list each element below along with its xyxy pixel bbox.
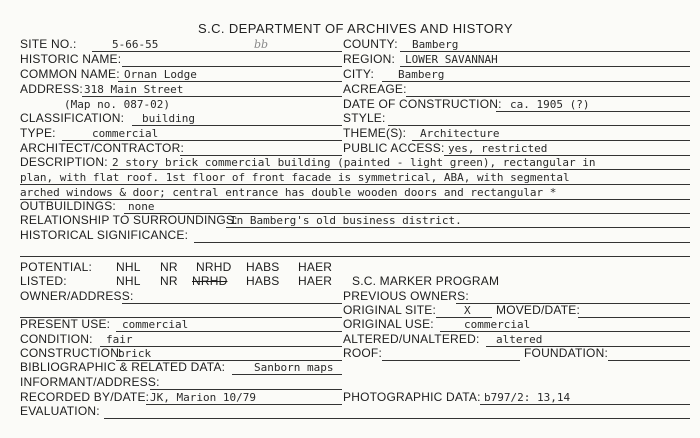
style-label: STYLE: bbox=[343, 111, 386, 125]
listed-habs: HABS bbox=[246, 274, 280, 288]
site-no-label: SITE NO.: bbox=[20, 37, 77, 51]
common-name-label: COMMON NAME: bbox=[20, 67, 120, 81]
owner-address-label: OWNER/ADDRESS: bbox=[20, 289, 134, 303]
description-line-2: plan, with flat roof. 1st floor of front facade is symmetrical, ABA, with segmental bbox=[20, 171, 570, 184]
public-access-label: PUBLIC ACCESS: bbox=[343, 141, 445, 155]
date-of-construction-label: DATE OF CONSTRUCTION: bbox=[343, 97, 502, 111]
condition-value: fair bbox=[106, 333, 133, 346]
listed-label: LISTED: bbox=[20, 274, 67, 288]
historic-name-label: HISTORIC NAME: bbox=[20, 52, 122, 66]
original-site-value: X bbox=[464, 304, 471, 317]
description-line-3: arched windows & door; central entrance has double wooden doors and rectangular * bbox=[20, 186, 557, 199]
informant-label: INFORMANT/ADDRESS: bbox=[20, 375, 160, 389]
condition-label: CONDITION: bbox=[20, 332, 93, 346]
present-use-label: PRESENT USE: bbox=[20, 317, 111, 331]
construction-value: brick bbox=[118, 347, 152, 360]
photographic-data-label: PHOTOGRAPHIC DATA: bbox=[343, 390, 481, 404]
classification-value: building bbox=[142, 112, 195, 125]
county-label: COUNTY: bbox=[343, 37, 398, 51]
listed-nhl: NHL bbox=[116, 274, 141, 288]
original-use-value: commercial bbox=[464, 318, 531, 331]
potential-nr: NR bbox=[160, 260, 178, 274]
public-access-value: yes, restricted bbox=[448, 142, 548, 155]
original-site-label: ORIGINAL SITE: bbox=[343, 303, 437, 317]
recorded-by-label: RECORDED BY/DATE: bbox=[20, 390, 150, 404]
site-no-value: 5-66-55 bbox=[112, 38, 159, 51]
address-value: 318 Main Street bbox=[84, 83, 184, 96]
themes-value: Architecture bbox=[420, 127, 500, 140]
present-use-value: commercial bbox=[122, 318, 189, 331]
region-label: REGION: bbox=[343, 52, 396, 66]
region-value: LOWER SAVANNAH bbox=[405, 53, 498, 66]
address-label: ADDRESS: bbox=[20, 82, 83, 96]
evaluation-label: EVALUATION: bbox=[20, 404, 100, 418]
foundation-label: FOUNDATION: bbox=[524, 346, 608, 360]
city-label: CITY: bbox=[343, 67, 375, 81]
architect-label: ARCHITECT/CONTRACTOR: bbox=[20, 141, 184, 155]
type-label: TYPE: bbox=[20, 126, 56, 140]
relationship-label: RELATIONSHIP TO SURROUNDINGS: bbox=[20, 213, 238, 227]
type-value: commercial bbox=[92, 127, 159, 140]
map-number: (Map no. 087-02) bbox=[64, 98, 170, 111]
card-title: S.C. DEPARTMENT OF ARCHIVES AND HISTORY bbox=[198, 21, 513, 36]
marker-program-label: S.C. MARKER PROGRAM bbox=[352, 274, 500, 288]
listed-nrhd-struck: NRHD bbox=[192, 274, 228, 288]
photographic-data-value: b797/2: 13,14 bbox=[484, 391, 571, 404]
acreage-label: ACREAGE: bbox=[343, 82, 407, 96]
potential-label: POTENTIAL: bbox=[20, 260, 93, 274]
roof-label: ROOF: bbox=[343, 346, 382, 360]
altered-label: ALTERED/UNALTERED: bbox=[343, 332, 480, 346]
handwritten-mark: bb bbox=[254, 38, 269, 51]
outbuildings-label: OUTBUILDINGS: bbox=[20, 199, 116, 213]
outbuildings-value: none bbox=[128, 200, 155, 213]
listed-nr: NR bbox=[160, 274, 178, 288]
recorded-by-value: JK, Marion 10/79 bbox=[150, 391, 256, 404]
historical-significance-label: HISTORICAL SIGNIFICANCE: bbox=[20, 228, 189, 242]
county-value: Bamberg bbox=[412, 38, 459, 51]
description-label: DESCRIPTION: bbox=[20, 155, 108, 169]
classification-label: CLASSIFICATION: bbox=[20, 111, 125, 125]
city-value: Bamberg bbox=[398, 68, 445, 81]
altered-value: altered bbox=[496, 333, 543, 346]
date-of-construction-value: ca. 1905 (?) bbox=[510, 98, 590, 111]
construction-label: CONSTRUCTION: bbox=[20, 346, 123, 360]
relationship-value: In Bamberg's old business district. bbox=[230, 214, 462, 227]
previous-owners-label: PREVIOUS OWNERS: bbox=[343, 289, 469, 303]
description-line-1: 2 story brick commercial building (painted - light green), rectangular in bbox=[112, 156, 596, 169]
potential-nhl: NHL bbox=[116, 260, 141, 274]
moved-date-label: MOVED/DATE: bbox=[496, 303, 580, 317]
potential-nrhd: NRHD bbox=[196, 260, 232, 274]
original-use-label: ORIGINAL USE: bbox=[343, 317, 434, 331]
listed-haer: HAER bbox=[298, 274, 333, 288]
potential-haer: HAER bbox=[298, 260, 333, 274]
themes-label: THEME(S): bbox=[343, 126, 407, 140]
bibliographic-label: BIBLIOGRAPHIC & RELATED DATA: bbox=[20, 360, 226, 374]
bibliographic-value: Sanborn maps bbox=[254, 361, 334, 374]
common-name-value: Ornan Lodge bbox=[124, 68, 197, 81]
potential-habs: HABS bbox=[246, 260, 280, 274]
